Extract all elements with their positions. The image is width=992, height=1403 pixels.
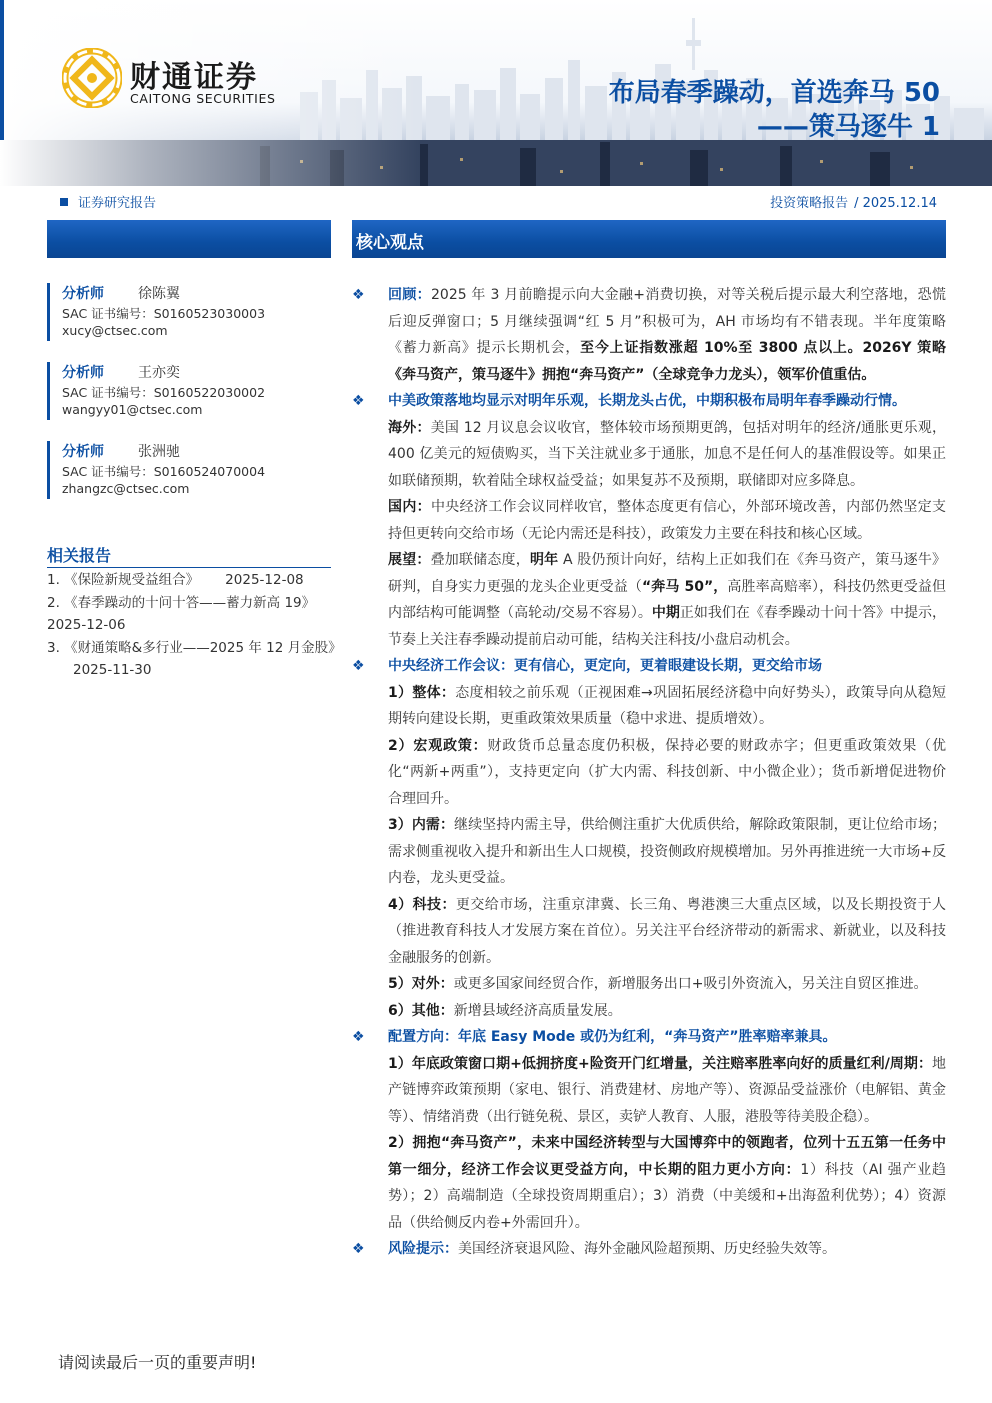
paragraph-text: 1）科技（AI 强产业趋势）；2）高端制造（全球投资周期重启）；3）消费（中美缓和+出海盈利优势）；4）资源品（供给侧反内卷+外需回升）。 bbox=[388, 1161, 946, 1231]
item-label: 5）对外： bbox=[388, 976, 454, 992]
analyst-email[interactable]: wangyy01@ctsec.com bbox=[62, 402, 203, 417]
core-view-banner bbox=[352, 220, 946, 258]
analyst-name: 张洲驰 bbox=[138, 444, 180, 460]
analyst-role: 分析师 bbox=[62, 365, 104, 381]
section-emphasis: 至今上证指数涨超 10%至 3800 点以上。2026Y 策略《奔马资产，策马逐牛》拥抱“奔马资产”（全球竞争力龙头），领军价值重估。 bbox=[388, 340, 946, 383]
risk-section bbox=[352, 1236, 946, 1263]
report-type-label: 投资策略报告 bbox=[770, 196, 849, 211]
overseas-paragraph bbox=[388, 415, 946, 495]
analyst-card bbox=[47, 441, 334, 499]
allocation-paragraph bbox=[388, 1051, 946, 1131]
diamond-bullet-icon: ❖ bbox=[352, 287, 365, 303]
meta-separator: / bbox=[854, 196, 859, 211]
section-heading: 中央经济工作会议：更有信心，更定向，更着眼建设长期，更交给市场 bbox=[388, 658, 822, 674]
report-header bbox=[0, 0, 992, 186]
section-label: 回顾： bbox=[388, 287, 432, 303]
related-report-date: 2025-12-08 bbox=[225, 572, 304, 588]
review-section bbox=[352, 282, 946, 388]
report-title: 布局春季躁动，首选奔马 50 bbox=[608, 78, 940, 108]
paragraph-text: 高胜率高赔率），科技仍然更受益但内部结构可能调整（高轮动/交易不容易）。 bbox=[388, 578, 947, 621]
section-text: 2025 年 3 月前瞻提示向大金融+消费切换，对等关税后提示最大利空落地，恐慌后迎反弹窗口；5 月继续强调“红 5 月”积极可为，AH 市场均有不错表现。半年度策略《蓄力新高》提示长期机会， bbox=[388, 287, 947, 356]
item-text: 新增县域经济高质量发展。 bbox=[453, 1002, 622, 1019]
cewc-item bbox=[388, 733, 946, 813]
related-report-item[interactable] bbox=[47, 569, 339, 592]
item-text: 或更多国家间经贸合作，新增服务出口+吸引外资流入，另关注自贸区推进。 bbox=[453, 976, 928, 992]
report-category-label: 证券研究报告 bbox=[78, 196, 157, 211]
item-label: 6）其他： bbox=[388, 1002, 454, 1019]
related-report-item[interactable] bbox=[47, 637, 342, 682]
analyst-email[interactable]: xucy@ctsec.com bbox=[62, 323, 168, 338]
analyst-email[interactable]: zhangzc@ctsec.com bbox=[62, 481, 190, 496]
analyst-role: 分析师 bbox=[62, 286, 104, 302]
paragraph-text: 中央经济工作会议同样收官，整体态度更有信心，外部环境改善，内部仍然坚定支持但更转向交给市场（无论内需还是科技），政策发力主要在科技和核心区域。 bbox=[388, 499, 947, 542]
related-reports-list bbox=[47, 569, 342, 682]
paragraph-emphasis: “奔马 50”， bbox=[641, 578, 728, 595]
diamond-bullet-icon: ❖ bbox=[352, 393, 365, 409]
analyst-sac-number: SAC 证书编号：S0160522030002 bbox=[62, 385, 266, 400]
paragraph-text: 正如我们在《春季躁动十问十答》中提示，节奏上关注春季躁动提前启动可能，结构关注科技/小盘启动机会。 bbox=[388, 605, 947, 648]
diamond-bullet-icon: ❖ bbox=[352, 1029, 365, 1045]
company-name-cn: 财通证券 bbox=[130, 60, 258, 95]
item-text: 态度相较之前乐观（正视困难→巩固拓展经济稳中向好势头），政策导向从稳短期转向建设长期，更重政策效果质量（稳中求进、提质增效）。 bbox=[388, 684, 946, 727]
related-reports-title: 相关报告 bbox=[47, 546, 112, 565]
domestic-paragraph bbox=[388, 494, 946, 547]
cewc-section bbox=[352, 653, 946, 1024]
related-report-item[interactable] bbox=[47, 592, 339, 637]
item-text: 更交给市场，注重京津冀、长三角、粤港澳三大重点区域，以及长期投资于人（推进教育科技人才发展方案在首位）。另关注平台经济带动的新需求、新就业，以及科技金融服务的创新。 bbox=[388, 896, 947, 966]
paragraph-label: 海外： bbox=[388, 419, 431, 436]
paragraph-text: 美国 12 月议息会议收官，整体较市场预期更鸽，包括对明年的经济/通胀更乐观，400 亿美元的短债购买，当下关注就业多于通胀，加息不是任何人的基准假设等。如果正如联储预期，软着陆全球权益受益；如果复苏不及预期，联储即对应多降息。 bbox=[388, 419, 947, 489]
paragraph-text: A 股仍预计向好，结构上正如我们在《奔马资产，策马逐牛》研判，自身实力更强的龙头企业更受益（ bbox=[388, 552, 947, 595]
paragraph-emphasis: 2）拥抱“奔马资产”，未来中国经济转型与大国博弈中的领跑者，位列十五五第一任务中第一细分，经济工作会议更受益方向，中长期的阻力更小方向： bbox=[388, 1135, 946, 1178]
policy-section bbox=[352, 388, 946, 653]
paragraph-text: 地产链博弈政策预期（家电、银行、消费建材、房地产等）、资源品受益涨价（电解铝、黄金等）、情绪消费（出行链免税、景区，卖铲人教育、人服，港股等待美股企稳）。 bbox=[388, 1055, 946, 1125]
paragraph-label: 国内： bbox=[388, 499, 431, 515]
paragraph-emphasis: 中期 bbox=[651, 605, 680, 621]
outlook-paragraph bbox=[388, 547, 946, 653]
analyst-card bbox=[47, 362, 334, 420]
disclaimer-notice: 请阅读最后一页的重要声明! bbox=[58, 1353, 257, 1372]
section-heading: 配置方向：年底 Easy Mode 或仍为红利，“奔马资产”胜率赔率兼具。 bbox=[388, 1029, 837, 1045]
analyst-sac-number: SAC 证书编号：S0160523030003 bbox=[62, 306, 266, 321]
item-text: 继续坚持内需主导，供给侧注重扩大优质供给，解除政策限制，更让位给市场；需求侧重视收入提升和新出生人口规模，投资侧政府规模增加。另外再推进统一大市场+反内卷，龙头更受益。 bbox=[388, 817, 946, 886]
analyst-sac-number: SAC 证书编号：S0160524070004 bbox=[62, 464, 266, 479]
paragraph-text: 叠加联储态度， bbox=[430, 552, 530, 568]
related-report-date: 2025-11-30 bbox=[73, 662, 152, 678]
allocation-paragraph bbox=[388, 1130, 946, 1236]
item-label: 3）内需： bbox=[388, 817, 455, 833]
related-report-title: 3. 《财通策略&多行业——2025 年 12 月金股》 bbox=[47, 639, 342, 656]
item-label: 1）整体： bbox=[388, 684, 456, 701]
cewc-item bbox=[388, 680, 946, 733]
report-subtitle: ——策马逐牛 1 bbox=[756, 112, 940, 142]
related-report-title: 1. 《保险新规受益组合》 bbox=[47, 572, 200, 588]
analyst-role: 分析师 bbox=[62, 444, 104, 460]
report-category bbox=[60, 192, 156, 211]
cewc-item bbox=[388, 892, 946, 972]
section-heading: 中美政策落地均显示对明年乐观，长期龙头占优，中期积极布局明年春季躁动行情。 bbox=[388, 393, 906, 409]
core-view-content bbox=[352, 282, 946, 1263]
analyst-name: 王亦奕 bbox=[138, 365, 180, 381]
sidebar-banner bbox=[47, 220, 331, 258]
square-bullet-icon bbox=[60, 198, 68, 206]
cewc-item bbox=[388, 812, 946, 892]
report-date: 2025.12.14 bbox=[862, 196, 937, 211]
core-view-title: 核心观点 bbox=[356, 233, 424, 253]
item-label: 2）宏观政策： bbox=[388, 737, 488, 754]
paragraph-emphasis: 明年 bbox=[529, 552, 559, 568]
diamond-bullet-icon: ❖ bbox=[352, 658, 365, 674]
report-meta bbox=[770, 192, 937, 211]
section-text: 美国经济衰退风险、海外金融风险超预期、历史经验失效等。 bbox=[458, 1241, 836, 1257]
company-name-en: CAITONG SECURITIES bbox=[130, 91, 276, 106]
item-text: 财政货币总量态度仍积极，保持必要的财政赤字；但更重政策效果（优化“两新+两重”），支持更定向（扩大内需、科技创新、中小微企业）；货币新增促进物价合理回升。 bbox=[388, 737, 946, 807]
item-label: 4）科技： bbox=[388, 896, 456, 913]
cewc-item bbox=[388, 998, 946, 1025]
paragraph-emphasis: 1）年底政策窗口期+低拥挤度+险资开门红增量，关注赔率胜率向好的质量红利/周期： bbox=[388, 1055, 932, 1072]
analyst-card bbox=[47, 283, 334, 341]
related-report-date: 2025-12-06 bbox=[47, 617, 126, 633]
diamond-bullet-icon: ❖ bbox=[352, 1241, 365, 1257]
related-report-title: 2. 《春季躁动的十问十答——蓄力新高 19》 bbox=[47, 594, 316, 611]
related-divider bbox=[47, 567, 331, 568]
caitong-logo-icon bbox=[62, 48, 122, 108]
allocation-section bbox=[352, 1024, 946, 1236]
analyst-name: 徐陈翼 bbox=[138, 286, 180, 302]
paragraph-label: 展望： bbox=[388, 552, 431, 568]
section-label: 风险提示： bbox=[388, 1241, 458, 1257]
cewc-item bbox=[388, 971, 946, 998]
